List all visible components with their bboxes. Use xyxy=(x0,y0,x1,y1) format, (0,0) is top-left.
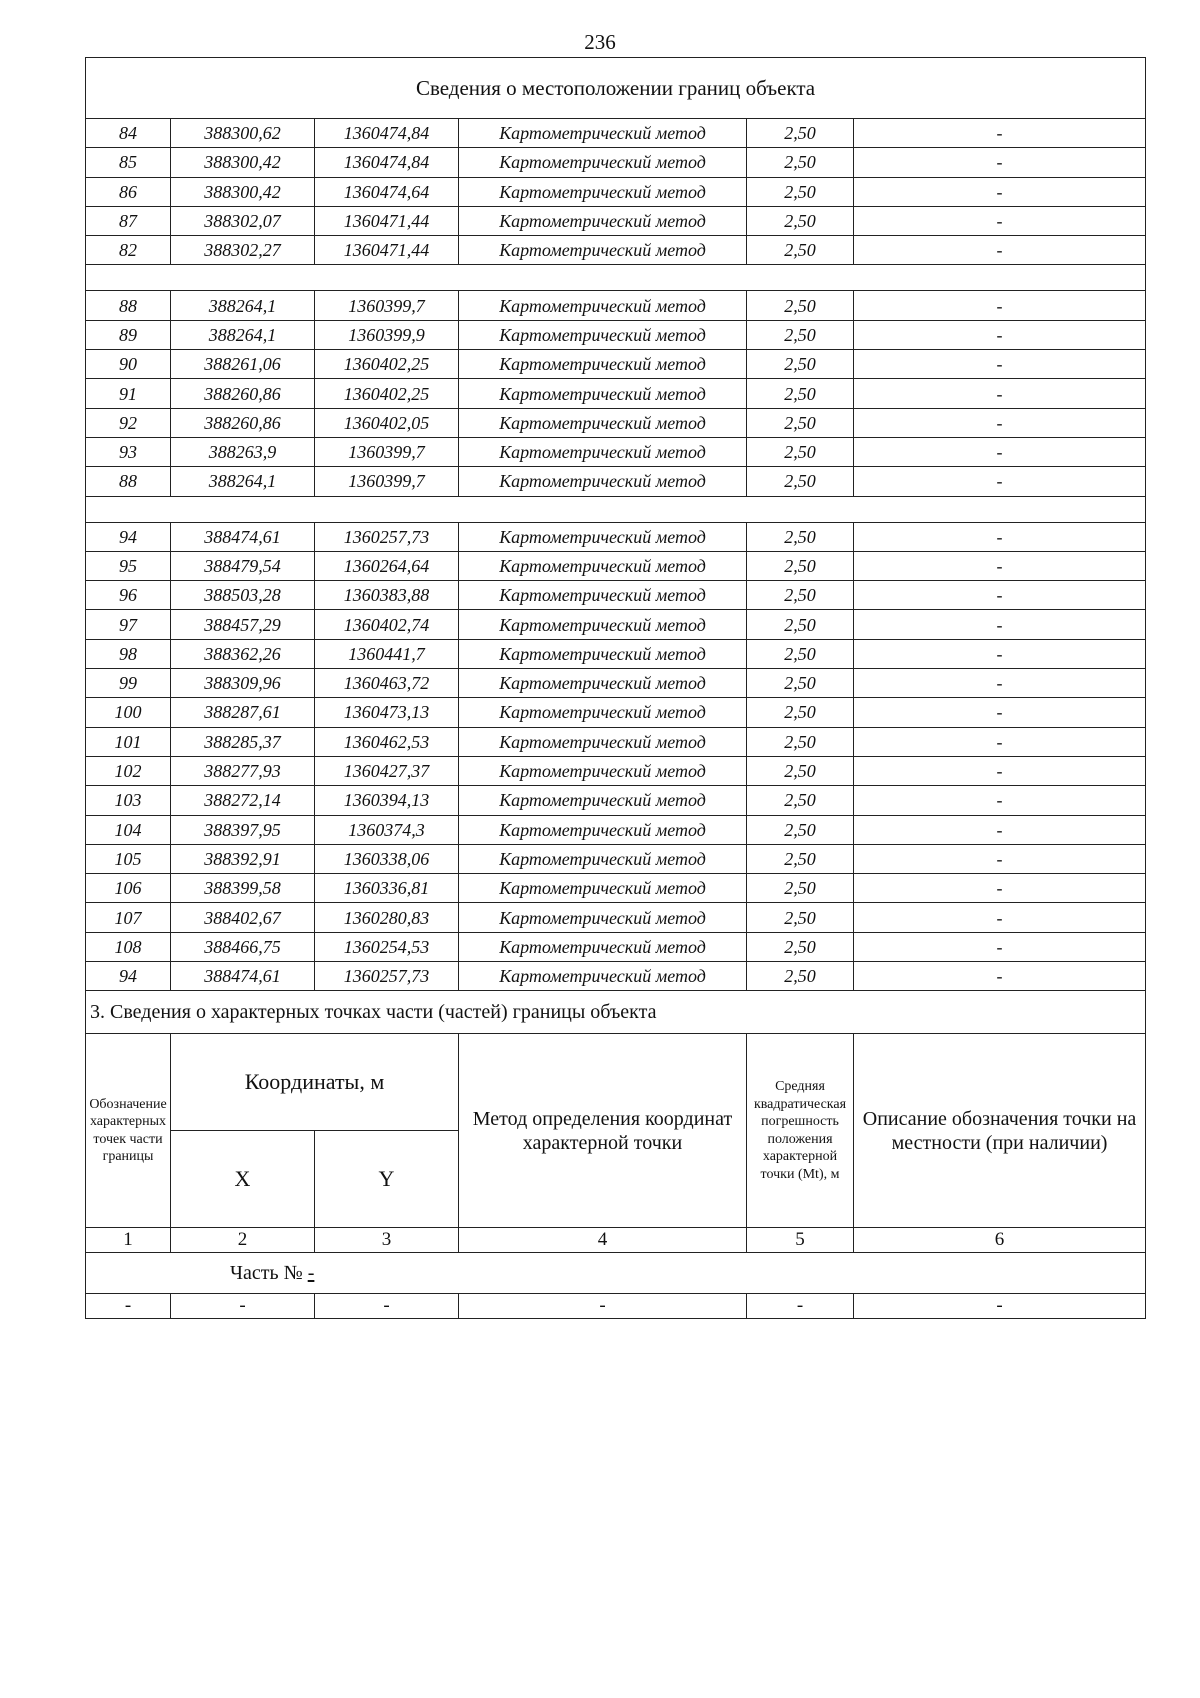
table-cell: 388457,29 xyxy=(171,610,315,639)
table-cell: 107 xyxy=(86,903,171,932)
table-cell: Картометрический метод xyxy=(459,698,747,727)
table-cell: 1360474,84 xyxy=(315,119,459,148)
section2-title: Сведения о местоположении границ объекта xyxy=(86,58,1146,119)
table-cell: 388261,06 xyxy=(171,350,315,379)
table-cell: - xyxy=(854,236,1146,265)
table-cell: - xyxy=(854,467,1146,496)
table-cell: 1360471,44 xyxy=(315,236,459,265)
table-cell: 108 xyxy=(86,932,171,961)
table-cell: 89 xyxy=(86,320,171,349)
section3-header-row xyxy=(86,1034,1146,1131)
table-row xyxy=(86,669,1146,698)
table-cell: - xyxy=(854,844,1146,873)
table-cell: 86 xyxy=(86,177,171,206)
table-cell: 388277,93 xyxy=(171,756,315,785)
page-number: 236 xyxy=(584,30,616,54)
table-cell: 103 xyxy=(86,786,171,815)
table-cell: - xyxy=(854,1294,1146,1319)
group-separator-row xyxy=(86,496,1146,522)
table-cell: 97 xyxy=(86,610,171,639)
table-cell: - xyxy=(854,379,1146,408)
header-error-text: Средняя квадратическая погрешность положения характерной точки (Mt), м xyxy=(753,1079,847,1182)
table-cell: 1360402,25 xyxy=(315,379,459,408)
header-description-text: Описание обозначения точки на местности (при наличии) xyxy=(862,1107,1137,1154)
table-cell: 1360257,73 xyxy=(315,962,459,991)
table-cell: 1360257,73 xyxy=(315,522,459,551)
table-cell: Картометрический метод xyxy=(459,148,747,177)
table-cell: 2,50 xyxy=(747,236,854,265)
table-cell: 104 xyxy=(86,815,171,844)
table-cell: 1360336,81 xyxy=(315,874,459,903)
table-cell: Картометрический метод xyxy=(459,320,747,349)
table-cell: 1360374,3 xyxy=(315,815,459,844)
table-cell: - xyxy=(854,581,1146,610)
table-cell: 95 xyxy=(86,551,171,580)
table-cell: 100 xyxy=(86,698,171,727)
part-row xyxy=(86,1253,1146,1294)
table-cell: 2,50 xyxy=(747,962,854,991)
table-cell: Картометрический метод xyxy=(459,962,747,991)
table-cell: 388264,1 xyxy=(171,467,315,496)
table-cell: 388300,42 xyxy=(171,177,315,206)
table-cell: 1360254,53 xyxy=(315,932,459,961)
table-cell: 2,50 xyxy=(747,320,854,349)
header-x: X xyxy=(171,1131,315,1228)
table-row xyxy=(86,932,1146,961)
table-cell: 388474,61 xyxy=(171,962,315,991)
table-cell: - xyxy=(854,727,1146,756)
table-cell: 105 xyxy=(86,844,171,873)
table-cell: Картометрический метод xyxy=(459,291,747,320)
table-cell: 388300,42 xyxy=(171,148,315,177)
header-point xyxy=(86,1034,171,1228)
table-cell: 1360280,83 xyxy=(315,903,459,932)
table-row xyxy=(86,903,1146,932)
table-cell: Картометрический метод xyxy=(459,551,747,580)
table-cell: 388302,07 xyxy=(171,206,315,235)
table-cell: - xyxy=(854,437,1146,466)
section3-title-row xyxy=(86,991,1146,1034)
table-cell: 2,50 xyxy=(747,639,854,668)
table-cell: 388263,9 xyxy=(171,437,315,466)
part-data-row xyxy=(86,1294,1146,1319)
table-cell: 2,50 xyxy=(747,350,854,379)
table-cell: 93 xyxy=(86,437,171,466)
table-cell: 388260,86 xyxy=(171,379,315,408)
table-cell: - xyxy=(854,119,1146,148)
table-row xyxy=(86,786,1146,815)
table-cell: 2,50 xyxy=(747,610,854,639)
table-cell: 1360474,84 xyxy=(315,148,459,177)
table-cell: 2,50 xyxy=(747,522,854,551)
table-cell: Картометрический метод xyxy=(459,177,747,206)
table-cell: 388309,96 xyxy=(171,669,315,698)
table-cell: 94 xyxy=(86,522,171,551)
table-row xyxy=(86,350,1146,379)
column-numbers-row xyxy=(86,1228,1146,1253)
table-cell: - xyxy=(854,962,1146,991)
table-cell: 85 xyxy=(86,148,171,177)
table-cell: 388300,62 xyxy=(171,119,315,148)
table-cell: 2,50 xyxy=(747,467,854,496)
table-cell: 1360462,53 xyxy=(315,727,459,756)
table-cell: Картометрический метод xyxy=(459,844,747,873)
table-row xyxy=(86,206,1146,235)
table-row xyxy=(86,756,1146,785)
table-cell: - xyxy=(459,1294,747,1319)
table-cell: - xyxy=(854,874,1146,903)
table-row xyxy=(86,551,1146,580)
table-cell: 2,50 xyxy=(747,903,854,932)
table-cell: Картометрический метод xyxy=(459,815,747,844)
table-cell: Картометрический метод xyxy=(459,206,747,235)
table-cell: Картометрический метод xyxy=(459,756,747,785)
table-cell: 2,50 xyxy=(747,408,854,437)
table-cell: 2,50 xyxy=(747,932,854,961)
table-cell: - xyxy=(854,148,1146,177)
table-cell: 1360402,74 xyxy=(315,610,459,639)
table-row xyxy=(86,522,1146,551)
table-cell: 2,50 xyxy=(747,727,854,756)
column-number: 5 xyxy=(747,1228,854,1253)
table-cell: 388302,27 xyxy=(171,236,315,265)
part-value: - xyxy=(307,1261,315,1284)
table-cell: - xyxy=(854,903,1146,932)
table-cell: Картометрический метод xyxy=(459,581,747,610)
header-y: Y xyxy=(315,1131,459,1228)
table-cell: Картометрический метод xyxy=(459,408,747,437)
table-cell: 1360394,13 xyxy=(315,786,459,815)
table-cell: Картометрический метод xyxy=(459,350,747,379)
table-cell: 2,50 xyxy=(747,437,854,466)
table-cell: 388474,61 xyxy=(171,522,315,551)
table-cell: 2,50 xyxy=(747,669,854,698)
table-row xyxy=(86,698,1146,727)
separator-cell xyxy=(86,265,1146,291)
table-row xyxy=(86,148,1146,177)
header-coords: Координаты, м xyxy=(171,1034,459,1131)
table-cell: 1360441,7 xyxy=(315,639,459,668)
table-row xyxy=(86,962,1146,991)
table-cell: - xyxy=(854,206,1146,235)
table-cell: - xyxy=(854,932,1146,961)
table-cell: 1360399,7 xyxy=(315,291,459,320)
table-row xyxy=(86,815,1146,844)
column-number: 4 xyxy=(459,1228,747,1253)
table-row xyxy=(86,291,1146,320)
table-cell: - xyxy=(747,1294,854,1319)
part-label: Часть № xyxy=(230,1261,303,1284)
table-cell: 2,50 xyxy=(747,815,854,844)
boundary-table xyxy=(85,57,1146,1319)
table-cell: - xyxy=(854,698,1146,727)
table-cell: Картометрический метод xyxy=(459,874,747,903)
table-cell: 388503,28 xyxy=(171,581,315,610)
table-row xyxy=(86,844,1146,873)
table-cell: - xyxy=(854,756,1146,785)
table-cell: 2,50 xyxy=(747,291,854,320)
table-cell: 1360463,72 xyxy=(315,669,459,698)
table-row xyxy=(86,177,1146,206)
table-cell: 96 xyxy=(86,581,171,610)
table-cell: - xyxy=(854,291,1146,320)
table-cell: 2,50 xyxy=(747,206,854,235)
table-cell: 388402,67 xyxy=(171,903,315,932)
table-cell: 87 xyxy=(86,206,171,235)
table-cell: - xyxy=(854,669,1146,698)
column-number: 1 xyxy=(86,1228,171,1253)
table-row xyxy=(86,610,1146,639)
table-cell: 102 xyxy=(86,756,171,785)
table-cell: - xyxy=(854,639,1146,668)
table-cell: - xyxy=(86,1294,171,1319)
header-point-text: Обозначение характерных точек части границы xyxy=(89,1096,167,1165)
table-cell: 2,50 xyxy=(747,551,854,580)
table-cell: - xyxy=(854,610,1146,639)
table-row xyxy=(86,236,1146,265)
table-cell: 98 xyxy=(86,639,171,668)
table-row xyxy=(86,727,1146,756)
table-cell: 2,50 xyxy=(747,844,854,873)
table-cell: 82 xyxy=(86,236,171,265)
column-number: 3 xyxy=(315,1228,459,1253)
section3-title: 3. Сведения о характерных точках части (частей) границы объекта xyxy=(86,991,1146,1034)
header-method xyxy=(459,1034,747,1228)
table-cell: Картометрический метод xyxy=(459,610,747,639)
table-cell: 388264,1 xyxy=(171,320,315,349)
table-cell: - xyxy=(854,786,1146,815)
table-cell: 99 xyxy=(86,669,171,698)
table-row xyxy=(86,408,1146,437)
header-error xyxy=(747,1034,854,1228)
table-cell: 388466,75 xyxy=(171,932,315,961)
table-cell: 92 xyxy=(86,408,171,437)
table-row xyxy=(86,467,1146,496)
table-cell: 2,50 xyxy=(747,581,854,610)
table-cell: - xyxy=(854,177,1146,206)
table-cell: Картометрический метод xyxy=(459,437,747,466)
table-cell: 2,50 xyxy=(747,379,854,408)
table-cell: 2,50 xyxy=(747,177,854,206)
column-number: 6 xyxy=(854,1228,1146,1253)
table-row xyxy=(86,437,1146,466)
table-cell: 2,50 xyxy=(747,786,854,815)
table-row xyxy=(86,379,1146,408)
table-cell: 1360474,64 xyxy=(315,177,459,206)
table-cell: 1360399,7 xyxy=(315,437,459,466)
table-cell: Картометрический метод xyxy=(459,119,747,148)
table-cell: 1360427,37 xyxy=(315,756,459,785)
table-cell: 1360473,13 xyxy=(315,698,459,727)
table-cell: 88 xyxy=(86,467,171,496)
table-row xyxy=(86,639,1146,668)
table-cell: 1360383,88 xyxy=(315,581,459,610)
table-cell: 1360399,7 xyxy=(315,467,459,496)
table-cell: - xyxy=(854,522,1146,551)
table-cell: - xyxy=(171,1294,315,1319)
table-cell: Картометрический метод xyxy=(459,236,747,265)
table-cell: 84 xyxy=(86,119,171,148)
table-cell: 1360402,25 xyxy=(315,350,459,379)
table-cell: Картометрический метод xyxy=(459,467,747,496)
table-cell: Картометрический метод xyxy=(459,522,747,551)
table-cell: Картометрический метод xyxy=(459,932,747,961)
table-cell: Картометрический метод xyxy=(459,727,747,756)
table-cell: 388287,61 xyxy=(171,698,315,727)
table-cell: 106 xyxy=(86,874,171,903)
table-cell: 2,50 xyxy=(747,148,854,177)
table-cell: 388397,95 xyxy=(171,815,315,844)
table-cell: 388479,54 xyxy=(171,551,315,580)
section2-title-row xyxy=(86,58,1146,119)
table-cell: 90 xyxy=(86,350,171,379)
table-cell: - xyxy=(854,551,1146,580)
table-row xyxy=(86,874,1146,903)
table-cell: 388285,37 xyxy=(171,727,315,756)
table-cell: 2,50 xyxy=(747,756,854,785)
header-description xyxy=(854,1034,1146,1228)
group-separator-row xyxy=(86,265,1146,291)
table-cell: 1360402,05 xyxy=(315,408,459,437)
table-cell: - xyxy=(854,350,1146,379)
table-cell: 1360399,9 xyxy=(315,320,459,349)
table-cell: Картометрический метод xyxy=(459,379,747,408)
table-cell: 2,50 xyxy=(747,119,854,148)
table-cell: Картометрический метод xyxy=(459,903,747,932)
table-row xyxy=(86,119,1146,148)
column-number: 2 xyxy=(171,1228,315,1253)
table-cell: - xyxy=(854,408,1146,437)
table-cell: 88 xyxy=(86,291,171,320)
table-cell: 101 xyxy=(86,727,171,756)
table-cell: 388392,91 xyxy=(171,844,315,873)
table-row xyxy=(86,320,1146,349)
table-cell: 2,50 xyxy=(747,874,854,903)
table-cell: - xyxy=(854,815,1146,844)
table-cell: 94 xyxy=(86,962,171,991)
table-cell: Картометрический метод xyxy=(459,786,747,815)
table-cell: 388264,1 xyxy=(171,291,315,320)
table-cell: 1360338,06 xyxy=(315,844,459,873)
table-cell: 388362,26 xyxy=(171,639,315,668)
table-row xyxy=(86,581,1146,610)
separator-cell xyxy=(86,496,1146,522)
table-cell: 1360264,64 xyxy=(315,551,459,580)
table-cell: 1360471,44 xyxy=(315,206,459,235)
table-cell: Картометрический метод xyxy=(459,639,747,668)
part-cell xyxy=(86,1253,1146,1294)
table-cell: - xyxy=(854,320,1146,349)
table-cell: 388260,86 xyxy=(171,408,315,437)
header-method-text: Метод определения координат характерной точки xyxy=(472,1107,733,1154)
table-cell: 2,50 xyxy=(747,698,854,727)
table-cell: 388399,58 xyxy=(171,874,315,903)
table-cell: 388272,14 xyxy=(171,786,315,815)
table-cell: Картометрический метод xyxy=(459,669,747,698)
table-cell: 91 xyxy=(86,379,171,408)
table-cell: - xyxy=(315,1294,459,1319)
